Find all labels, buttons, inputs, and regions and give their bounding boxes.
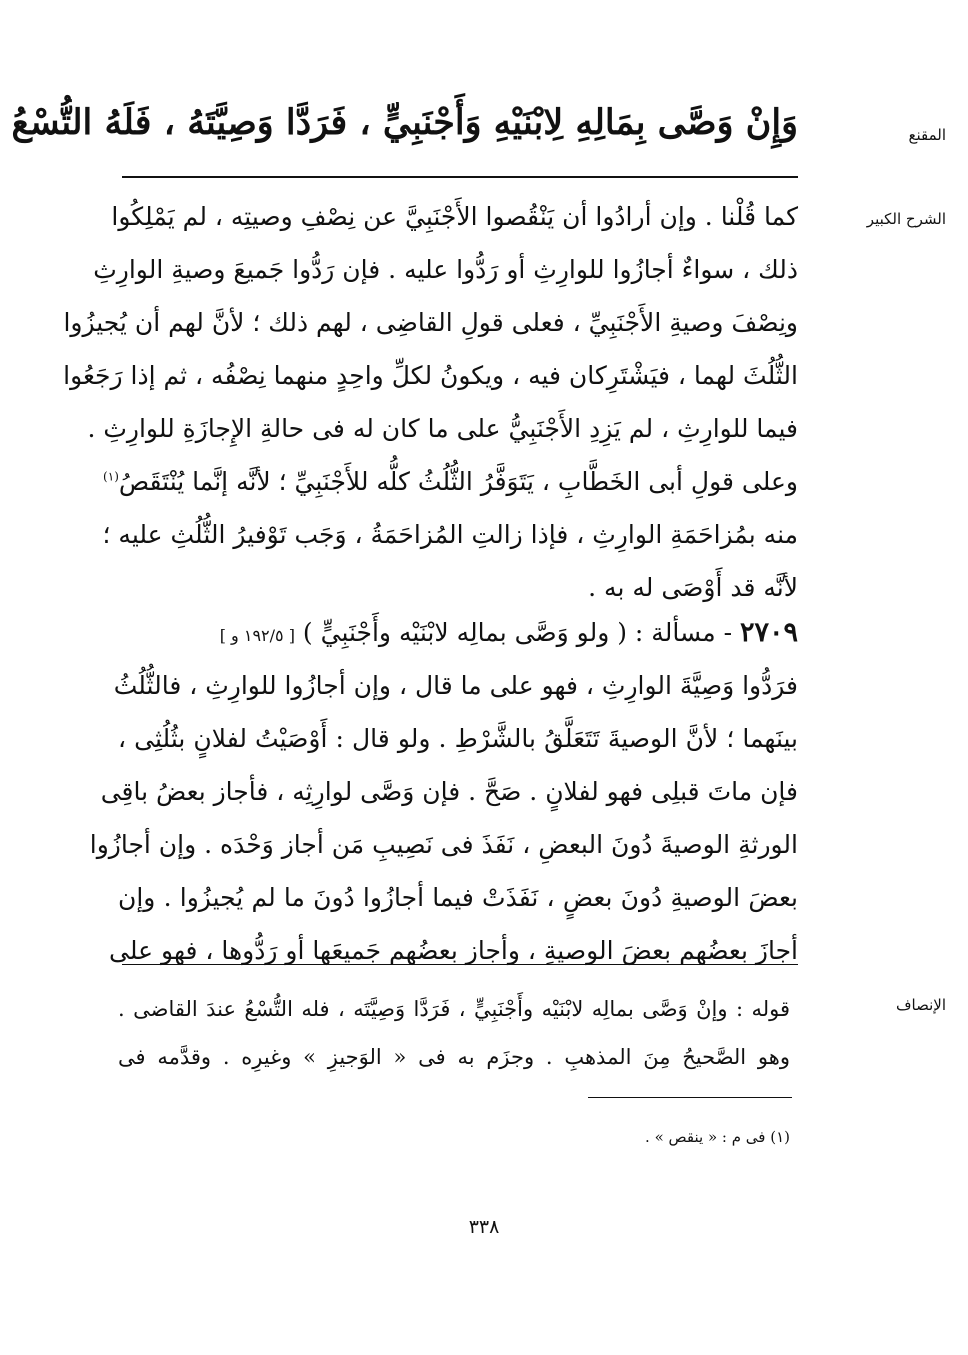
sharh-block xyxy=(63,190,798,614)
matn-divider xyxy=(122,176,798,178)
matn-block xyxy=(11,100,798,146)
insaf-line: وهو الصَّحيحُ مِنَ المذهبِ . وجزَم به فى « الوَجيزِ » وغيرِه . وقدَّمه فى xyxy=(118,1045,790,1069)
sharh-line-with-footnote xyxy=(103,455,798,508)
sharh-line: كما قُلْنا . وإن أرادُوا أن يَنْقُصوا الأَجْنَبِيَّ عن نِصْفِ وصيتِه ، لم يَمْلِكُوا xyxy=(111,202,798,231)
insaf-line: قوله : وإنْ وَصَّى بمالِه لابْنَيْه وأَجْنَبِيٍّ ، فَرَدَّا وَصِيَّتَه ، فله التُّسْعُ عندَ القاضى . xyxy=(118,997,790,1021)
sharh-line: فيما للوارِثِ ، لم يَزِدِ الأَجْنَبِيُّ على ما كان له فى حالةِ الإِجازَةِ للوارِثِ . xyxy=(87,414,798,443)
issue-line: بينَهما ؛ لأنَّ الوصيةَ تَتَعَلَّقُ بالشَّرْطِ . ولو قال : أَوْصَيْتُ لفلانٍ بثُلُثِى ، xyxy=(118,724,798,753)
issue-line: فإن ماتَ قبلِى فهو لفلانٍ . صَحَّ . فإن وَصَّى لوارِثِه ، فأجاز بعضُ باقِى xyxy=(100,777,798,806)
footnote-block xyxy=(118,1128,790,1146)
footnote-mark: (١) xyxy=(103,469,119,484)
issue-line: بعضَ الوصيةِ دُونَ بعضٍ ، نَفَذَتْ فيما أجازُوا دُونَ ما لم يُجيزُوا . وإن xyxy=(118,883,798,912)
issue-line: الورثةِ الوصيةَ دُونَ البعضِ ، نَفَذَ فى نَصِيبِ مَن أجاز وَحْدَه . وإن أجازُوا xyxy=(89,830,798,859)
sharh-line: لأنَّه قد أَوْصَى له به . xyxy=(588,573,798,602)
sharh-line-text: وعلى قولِ أبى الخَطَّابِ ، يَتَوَفَّرُ الثُّلُثُ كلُّه للأَجْنَبِيِّ ؛ لأنَّه إنَّما يُنْتَقَصُ xyxy=(118,467,798,496)
sharh-line: منه بمُزاحَمَةِ الوارِثِ ، فإذا زالتِ المُزاحَمَةُ ، وَجَب تَوْفيرُ الثُّلُثِ عليه ؛ xyxy=(102,520,798,549)
footnote-divider xyxy=(588,1097,792,1098)
label-sharh: الشرح الكبير xyxy=(866,210,946,228)
label-insaf: الإنصاف xyxy=(895,996,946,1014)
issue-head-text: - مسألة : ( ولو وَصَّى بمالِه لابْنَيْه وأَجْنَبِيٍّ ) xyxy=(294,618,740,647)
insaf-block xyxy=(118,985,790,1081)
issue-line: أجازَ بعضُهم بعضَ الوصيةِ ، وأجاز بعضُهم جَميعَها أو رَدُّوها ، فهو على xyxy=(109,936,798,965)
issue-number: ٢٧٠٩ xyxy=(739,617,798,648)
issue-block xyxy=(89,606,798,977)
sharh-line: ونِصْفَ وصيةِ الأَجْنَبِيِّ ، فعلى قولِ القاضِى ، لهم ذلك ؛ لأنَّ لهم أن يُجيزُوا xyxy=(63,308,798,337)
issue-ref: [ ١٩٢/٥ و ] xyxy=(219,626,295,645)
label-muqni: المقنع xyxy=(908,126,946,144)
issue-line: فرَدُّوا وَصِيَّةَ الوارِثِ ، فهو على ما قال ، وإن أجازُوا للوارِثِ ، فالثُّلُثُ xyxy=(113,671,798,700)
sharh-line: الثُّلُثَ لهما ، فيَشْتَرِكان فيه ، ويكونُ لكلِّ واحِدٍ منهما نِصْفُه ، ثم إذا رَجَعُوا xyxy=(63,361,798,390)
sharh-divider xyxy=(122,964,798,965)
sharh-line: ذلك ، سواءٌ أجازُوا للوارِثِ أو رَدُّوا عليه . فإن رَدُّوا جَميعَ وصيةِ الوارِثِ xyxy=(93,255,798,284)
matn-text: وَإِنْ وَصَّى بِمَالِهِ لِابْنَيْهِ وَأَجْنَبِيٍّ ، فَرَدَّا وَصِيَّتَهُ ، فَلَهُ التُّسْعُ xyxy=(11,102,798,143)
footnote-text: (١) فى م : « ينقص » . xyxy=(645,1128,790,1146)
page-number: ٣٣٨ xyxy=(468,1216,500,1238)
issue-heading xyxy=(118,606,798,659)
